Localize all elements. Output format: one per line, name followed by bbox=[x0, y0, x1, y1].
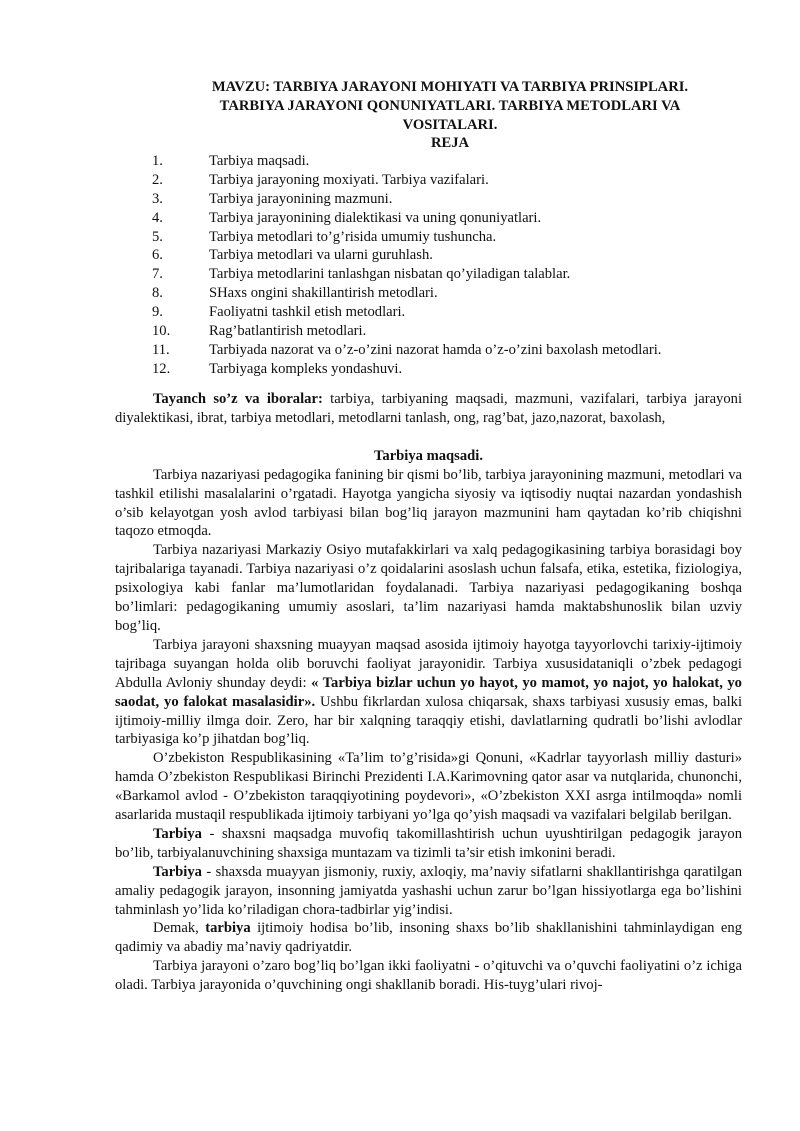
body-paragraph: Tarbiya nazariyasi Markaziy Osiyo mutafakkirlari va xalq pedagogikasining tarbiya borasidagi boy tajribalariga tayanadi. Tarbiya nazariyasi o’z qoidalarini asoslash uchun falsafa, etika, estetika, fiziologiya, psixologiya kabi fanlar ma’lumotlaridan foydalanadi. Tarbiya nazariyasi pedagogikaning boshqa bo’limlari: pedagogikaning umumiy asoslari, ta’lim nazariyasi hamda maktabshunoslik bilan uzviy bog’liq. bbox=[115, 542, 742, 634]
keywords-label: Tayanch so’z va iboralar: bbox=[153, 391, 323, 407]
plan-item-number: 2. bbox=[152, 171, 163, 188]
plan-item bbox=[152, 209, 661, 228]
plan-item-text: Tarbiya jarayoning moxiyati. Tarbiya vazifalari. bbox=[209, 171, 489, 188]
section-heading: Tarbiya maqsadi. bbox=[374, 447, 483, 464]
title-line-2: TARBIYA JARAYONI QONUNIYATLARI. TARBIYA METODLARI VA bbox=[219, 98, 681, 114]
plan-item bbox=[152, 265, 661, 284]
plan-item-text: Tarbiya metodlari va ularni guruhlash. bbox=[209, 247, 433, 264]
plan-item-text: Tarbiya metodlari to’g’risida umumiy tushuncha. bbox=[209, 228, 497, 245]
plan-item-number: 4. bbox=[152, 209, 163, 226]
paragraph-text: Ushbu fikrlardan xulosa chiqarsak, shaxs tarbiyasi xususiy emas, balki ijtimoiy-milliy ilmga doir. Zero, har bir xalqning taraqqiy etishi, davlatlarning qudratli bo’lishi avlodlar tarbiyasiga ko’p jihatdan bog’liq. bbox=[115, 693, 742, 748]
definition-paragraph bbox=[115, 825, 742, 863]
plan-item-number: 11. bbox=[152, 341, 170, 358]
defined-term: tarbiya bbox=[205, 920, 251, 937]
plan-item bbox=[152, 171, 661, 190]
plan-item-text: Rag’batlantirish metodlari. bbox=[209, 323, 367, 340]
body-paragraph bbox=[115, 636, 742, 749]
paragraph-text: Tarbiya jarayoni shaxsning muayyan maqsad asosida ijtimoiy hayotga tayyorlovchi tarixiy-ijtimoiy tajribaga suyangan holda olib boruvchi faoliyat jarayonidir. Tarbiya xususidataniqli o’zbek pedagogi Abdulla Avloniy shunday deydi: bbox=[115, 636, 742, 691]
plan-item-text: Tarbiyada nazorat va o’z-o’zini nazorat hamda o’z-o’zini baxolash metodlari. bbox=[209, 341, 662, 358]
spacer bbox=[115, 428, 742, 447]
plan-item-text: Tarbiya jarayonining mazmuni. bbox=[209, 190, 393, 207]
plan-item bbox=[152, 303, 661, 322]
document-title bbox=[150, 78, 750, 135]
plan-item-number: 10. bbox=[152, 323, 171, 340]
body-paragraph: Tarbiya jarayoni o’zaro bog’liq bo’lgan ikki faoliyatni - o’qituvchi va o’quvchi faoliyatini o’z ichiga oladi. Tarbiya jarayonida o’quvchining ongi shakllanib boradi. His-tuyg’ulari rivoj- bbox=[115, 958, 742, 994]
avloniy-quote: « Tarbiya bizlar uchun yo hayot, yo mamot, yo najot, yo halokat, yo saodat, yo falokat masalasidir». bbox=[115, 674, 742, 710]
plan-item bbox=[152, 284, 661, 303]
keywords-paragraph bbox=[115, 390, 742, 428]
plan-item bbox=[152, 152, 661, 171]
plan-item bbox=[152, 246, 661, 265]
plan-item-number: 9. bbox=[152, 304, 163, 321]
keywords-text: tarbiya, tarbiyaning maqsadi, mazmuni, vazifalari, tarbiya jarayoni diyalektikasi, ibrat, tarbiya metodlari, metodlarni tanlash, ong, rag’bat, jazo,nazorat, baxolash, bbox=[115, 391, 743, 426]
plan-item-text: Faoliyatni tashkil etish metodlari. bbox=[209, 304, 406, 321]
plan-item-number: 1. bbox=[152, 153, 163, 169]
plan-item-number: 8. bbox=[152, 285, 163, 302]
plan-item-text: Tarbiya metodlarini tanlashgan nisbatan qo’yiladigan talablar. bbox=[209, 266, 571, 283]
plan-list bbox=[152, 152, 661, 379]
title-line-3: VOSITALARI. bbox=[402, 117, 498, 133]
body-paragraph: O’zbekiston Respublikasining «Ta’lim to’g’risida»gi Qonuni, «Kadrlar tayyorlash milliy dasturi» hamda O’zbekiston Respublikasi Birinchi Prezidenti I.A.Karimovning qator asar va nutqlarida, chunonchi, «Barkamol avlod - O’zbekiston taraqqiyotining poydevori», «O’zbekiston XXI asrga intilmoqda» nomli asarlarida mustaqil respublikada ijtimoiy tarbiyani yo’lga qo’yish maqsadi va vazifalari belgilab berilgan. bbox=[115, 750, 742, 824]
definition-text: - shaxsni maqsadga muvofiq takomillashtirish uchun uyushtirilgan pedagogik jarayon bo’lib, tarbiyalanuvchining shaxsiga muntazam va tizimli ta’sir etish imkonini beradi. bbox=[115, 825, 742, 861]
definition-text: - shaxsda muayyan jismoniy, ruxiy, axloqiy, ma’naviy sifatlarni shakllantirishga qaratilgan amaliy pedagogik jarayon, insonning jamiyatda yashashi uchun zarur bo’lgan hissiyotlarga ega bo’lishini tahminlash yo’lida ko’riladigan chora-tadbirlar yig’indisi. bbox=[115, 863, 742, 918]
plan-item-text: SHaxs ongini shakillantirish metodlari. bbox=[209, 285, 438, 302]
document-body bbox=[115, 390, 742, 995]
plan-item bbox=[152, 341, 661, 360]
plan-item-number: 3. bbox=[152, 190, 163, 207]
defined-term: Tarbiya bbox=[153, 863, 202, 880]
plan-item-number: 12. bbox=[152, 360, 171, 377]
paragraph-text: Demak, bbox=[153, 920, 206, 937]
plan-item-number: 7. bbox=[152, 266, 163, 283]
plan-item-text: Tarbiyaga kompleks yondashuvi. bbox=[209, 360, 403, 377]
plan-heading: REJA bbox=[430, 135, 470, 151]
plan-item bbox=[152, 228, 661, 247]
paragraph-text: ijtimoiy hodisa bo’lib, insoning shaxs bo’lib shakllanishini tahminlaydigan eng qadimiy va abadiy ma’naviy qadriyatdir. bbox=[115, 920, 742, 956]
plan-item bbox=[152, 360, 661, 379]
defined-term: Tarbiya bbox=[153, 825, 202, 842]
plan-item-number: 6. bbox=[152, 247, 163, 264]
plan-item bbox=[152, 190, 661, 209]
plan-item-text: Tarbiya jarayonining dialektikasi va uning qonuniyatlari. bbox=[209, 209, 542, 226]
definition-paragraph bbox=[115, 863, 742, 920]
plan-item-text: Tarbiya maqsadi. bbox=[209, 153, 310, 169]
plan-item-number: 5. bbox=[152, 228, 163, 245]
title-line-1: MAVZU: TARBIYA JARAYONI MOHIYATI VA TARBIYA PRINSIPLARI. bbox=[211, 79, 689, 95]
plan-item bbox=[152, 322, 661, 341]
body-paragraph: Tarbiya nazariyasi pedagogika fanining bir qismi bo’lib, tarbiya jarayonining mazmuni, metodlari va tashkil etilishi masalalarini o’rgatadi. Hayotga yangicha siyosiy va iqtisodiy nuqtai nazardan yondashish o’sib kelayotgan yosh avlod tarbiyasi bilan bog’liq jarayon mazmunini ham qaytadan ko’rib chiqishni taqozo etmoqda. bbox=[115, 466, 742, 540]
body-paragraph bbox=[115, 919, 742, 957]
